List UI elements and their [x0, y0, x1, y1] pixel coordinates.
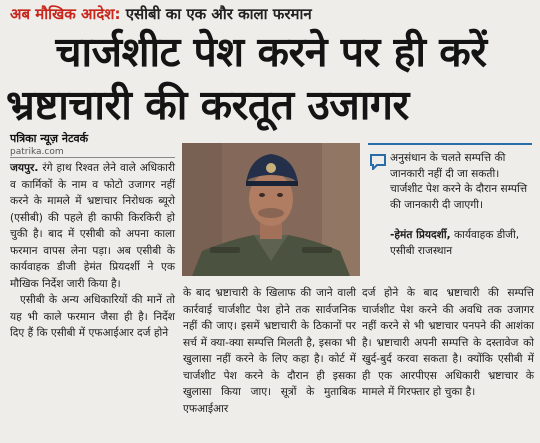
quote-box [368, 143, 532, 271]
article-column-2: के बाद भ्रष्टाचारी के खिलाफ की जाने वाली कार्रवाई चार्जशीट पेश होने तक सार्वजनिक नहीं की जाए। इसमें भ्रष्टाचारी के ठिकानों पर सर्च में क्या-क्या सम्पत्ति मिलती है, इसका भी खुलासा नहीं करने के लिए कहा है। कोर्ट में चार्जशीट पेश करने के दौरान ही इसका खुलासा किया जाए। सूत्रों के मुताबिक एफआईआर [183, 287, 356, 415]
quote-title: कार्यवाहक डीजी, एसीबी राजस्थान [390, 229, 520, 257]
headline-line-1: चार्जशीट पेश करने पर ही करें [55, 28, 487, 76]
website: patrika.com [10, 147, 64, 157]
quote-bubble-icon [370, 154, 386, 170]
article-column-3: दर्ज होने के बाद भ्रष्टाचारी की सम्पत्ति चार्जशीट पेश करने की अवधि तक उजागर नहीं करने से भी भ्रष्टाचार पनपने की आशंका है। भ्रष्टाचारी अपनी सम्पत्ति के दस्तावेज को खुर्द-बुर्द करवा सकता है। क्योंकि एसीबी में ही एक आरपीएस अधिकारी भ्रष्टाचार के मामले में गिरफ्तार हो चुका है। [362, 287, 534, 398]
officer-photo [182, 143, 360, 276]
quote-attribution [390, 228, 530, 259]
dateline: जयपुर. [10, 162, 39, 174]
byline-rule [10, 157, 175, 158]
quote-name: -हेमंत प्रियदर्शी, [390, 229, 451, 241]
kicker-label: अब मौखिक आदेश: [10, 5, 121, 23]
article-text: रंगे हाथ रिश्वत लेने वाले अधिकारी व कार्मिकों के नाम व फोटो उजागर नहीं करने के मामले में भ्रष्टाचार निरोधक ब्यूरो (एसीबी) की पहले ही काफी किरकिरी हो चुकी है। बाद में एसीबी को अपना काला फरमान वापस लेना पड़ा। अब एसीबी के कार्यवाहक डीजी हेमंत प्रियदर्शी ने एक मौखिक निर्देश जारी किया है। [10, 162, 176, 290]
quote-text: अनुसंधान के चलते सम्पत्ति की जानकारी नहीं दी जा सकती। चार्जशीट पेश करने के दौरान सम्पत्ति की जानकारी दी जाएगी। [390, 152, 528, 211]
article-paragraph: एसीबी के अन्य अधिकारियों की मानें तो यह भी काले फरमान जैसा ही है। निर्देश दिए हैं कि एसीबी में एफआईआर दर्ज होने [10, 294, 175, 339]
headline-line-2: भ्रष्टाचारी की करतूत उजागर [6, 81, 409, 129]
kicker [10, 4, 312, 24]
byline: पत्रिका न्यूज़ नेटवर्क [10, 132, 89, 145]
kicker-text: एसीबी का एक और काला फरमान [125, 5, 312, 23]
officer-portrait-photo [182, 143, 360, 276]
article-paragraph [10, 160, 175, 292]
article-column-1 [10, 160, 175, 342]
